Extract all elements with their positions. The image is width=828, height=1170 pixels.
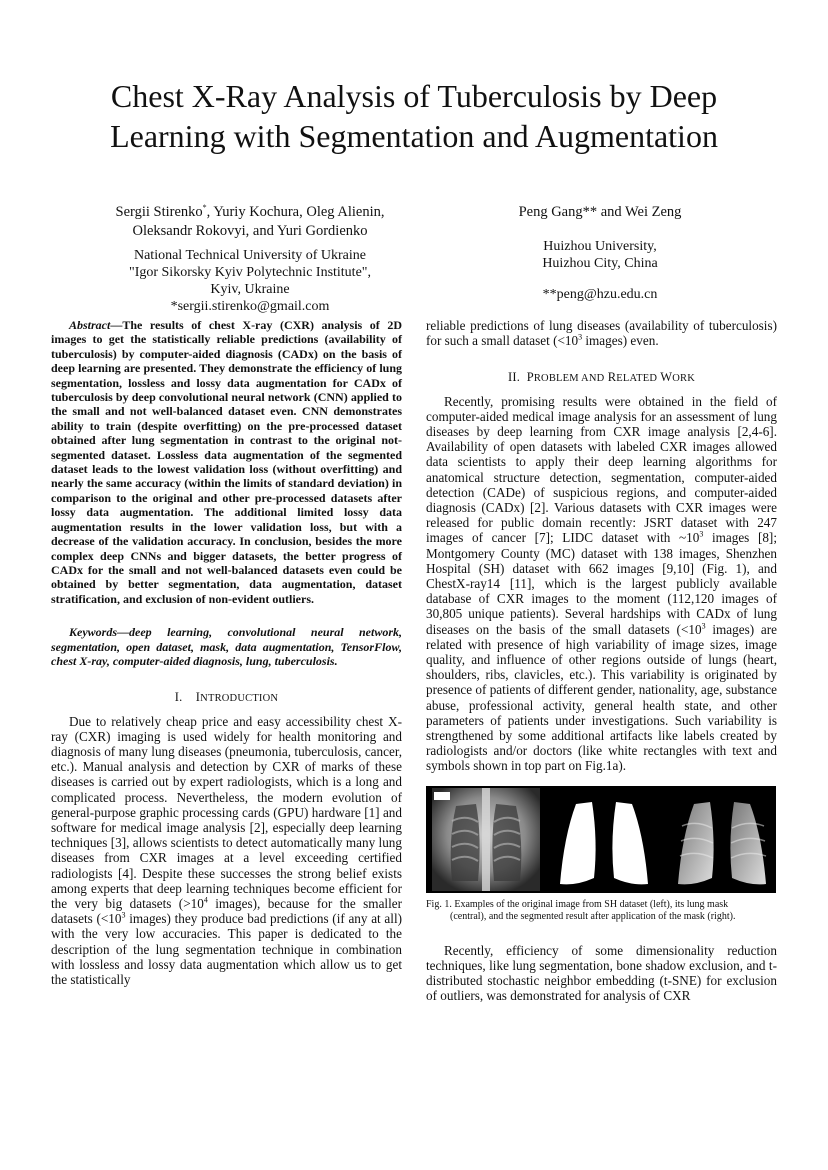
problem-sup-2: 3 (701, 621, 706, 631)
intro-sup-1: 4 (203, 895, 208, 905)
original-xray-image (432, 788, 540, 891)
cont-text-a: reliable predictions of lung diseases (availability of tuberculosis) for such a small dataset (<10 (426, 318, 777, 349)
title-line-2: Learning with Segmentation and Augmentation (110, 118, 718, 154)
intro-continuation (426, 318, 777, 348)
author-names-line-2: Oleksandr Rokovyi, and Yuri Gordienko (132, 223, 368, 239)
right-email: **peng@hzu.edu.cn (542, 287, 658, 302)
title-line-1: Chest X-Ray Analysis of Tuberculosis by Deep (110, 78, 718, 114)
section-rest-1: ROBLEM AND (533, 373, 605, 385)
section-heading-introduction (51, 690, 402, 706)
left-affiliation-1: National Technical University of Ukraine (133, 248, 367, 263)
paper-title (0, 76, 828, 156)
right-affiliation-1: Huizhou University, (543, 239, 657, 254)
left-author-names (70, 203, 430, 241)
problem-paragraph (426, 394, 777, 774)
intro-paragraph (51, 714, 402, 988)
section-number: I. (174, 690, 183, 705)
right-author-names: Peng Gang** and Wei Zeng (518, 204, 682, 220)
problem-text-b: images [8]; Montgomery County (MC) dataset with 138 images, Shenzhen Hospital (SH) dataset with 662 images [9,10] (Fig. 1), and ChestX-ray14 [11], which is the largest publicly available database of CXR images to the moment (112,120 images of 30,805 unique patients). Several hardships with CADx of lung diseases on the basis of the small datasets (<10 (426, 530, 777, 637)
segmented-result-image (678, 802, 766, 884)
section-rest: NTRODUCTION (200, 693, 279, 705)
problem-text-a: Recently, promising results were obtained in the field of computer-aided medical image analysis for an assessment of lung diseases by deep learning from CXR image analysis [2,4-6]. Availability of open datasets with labeled CXR images allowed data scientists to apply their deep learning algorithms for anatomical structure detection, segmentation, computer-aided detection (CADe) of suspicious regions, and computer-aided diagnosis (CADx) [2]. Various datasets with CXR images were released for public domain recently: JSRT dataset with 247 images of cancer [7]; LIDC dataset with ~10 (426, 393, 777, 546)
left-affiliation-3: Kyiv, Ukraine (210, 282, 290, 297)
section-rest-3: ORK (672, 373, 696, 385)
right-column (426, 318, 777, 1004)
right-affiliation-2: Huizhou City, China (542, 256, 658, 271)
intro-text-a: Due to relatively cheap price and easy accessibility chest X-ray (CXR) imaging is used widely for health monitoring and diagnosis of many lung diseases (pneumonia, tuberculosis, cancer, etc.). Manual analysis and detection by CXR of marks of these diseases is carried out by expert radiologists, which is a long and complicated process. Nevertheless, the modern evolution of general-purpose graphic processing cards (GPU) hardware [1] and software for medical image analysis [2], especially deep learning techniques [3], allows scientists to detect automatically many lung diseases from CXR images at a level exceeding certified radiologists [4]. Despite these successes the strong belief exists among experts that deep learning techniques become efficient for the very big datasets (>10 (51, 713, 402, 911)
left-column (51, 318, 402, 987)
cont-text-b: images) even. (582, 333, 659, 349)
section-number: II. (507, 370, 521, 385)
left-affiliation-2: "Igor Sikorsky Kyiv Polytechnic Institute", (128, 265, 372, 280)
problem-text-c: images) are related with presence of high variability of image sizes, image quality, and influence of other regions outside of lungs (heart, shoulders, ribs, clavicles, etc.). This variability is originated by presence of patients of different gender, nationality, age, substance abuse, professional activity, general health state, and other parameters of patients under investigations. Such variability is strengthened by some additional artifacts like labels created by radiologists and/or doctors (like white rectangles with text and symbols shown in top part on Fig.1a). (426, 621, 777, 774)
section-cap: I (195, 690, 201, 705)
recent-paragraph: Recently, efficiency of some dimensionality reduction techniques, like lung segmentation, bone shadow exclusion, and t-distributed stochastic neighbor embedding (t-SNE) for exclusion of outliers, was demonstrated for analysis of CXR (426, 942, 777, 1004)
section-cap-2: R (607, 370, 617, 385)
cont-sup: 3 (578, 332, 583, 342)
author-names-rest: , Yuriy Kochura, Oleg Alienin, (206, 204, 385, 220)
intro-text-b: images), because for the smaller datasets (<10 (51, 895, 402, 927)
caption-line-2: (central), and the segmented result after application of the mask (right). (450, 910, 736, 922)
section-heading-problem (426, 370, 777, 386)
abstract-text: —The results of chest X-ray (CXR) analysis of 2D images to get the statistically reliable predictions (availability of tuberculosis) by computer-aided diagnosis (CADx) on the basis of deep learning are presented. They demonstrate the efficiency of lung segmentation, lossless and lossy data augmentation for CADx of tuberculosis by deep convolutional neural network (CNN) applied to the small and not well-balanced dataset even. CNN demonstrates ability to train (despite overfitting) on the pre-processed dataset obtained after lung segmentation in contrast to the original not-segmented dataset. Lossless data augmentation of the segmented dataset leads to the lowest validation loss (without overfitting) and nearly the same accuracy (within the limits of standard deviation) in comparison to the original and other pre-processed datasets after lossy data augmentation. The additional limited lossy data augmentation results in the lower validation loss, but with a decrease of the validation accuracy. In conclusion, besides the more complex deep CNNs and bigger datasets, the better progress of CADx for the small and not well-balanced datasets even could be obtained by better segmentation, data augmentation, dataset stratification, and exclusion of non-evident outliers. (51, 318, 402, 606)
intro-text-c: images) they produce bad predictions (if any at all) with the very low accuracies. This paper is dedicated to the description of the lung segmentation technique in combination with lossless and lossy data augmentation which allow us to get the statistically (51, 911, 403, 987)
section-cap-1: P (526, 370, 534, 385)
lung-mask-image (560, 802, 648, 884)
keywords: Keywords—deep learning, convolutional neural network, segmentation, open dataset, mask, data augmentation, TensorFlow, chest X-ray, computer-aided diagnosis, lung, tuberculosis. (51, 625, 402, 668)
left-author-block (70, 203, 430, 315)
author-name-1: Sergii Stirenko (115, 204, 203, 220)
abstract-lead: Abstract (69, 318, 111, 332)
intro-sup-2: 3 (121, 910, 126, 920)
caption-line-1: Fig. 1. Examples of the original image from SH dataset (left), its lung mask (426, 898, 729, 910)
left-email: *sergii.stirenko@gmail.com (170, 299, 330, 314)
abstract (51, 318, 402, 606)
author-footnote-mark: * (202, 203, 207, 213)
right-author-block (420, 203, 780, 303)
section-rest-2: ELATED (616, 373, 658, 385)
figure-1 (426, 786, 776, 893)
figure-1-images (426, 786, 776, 893)
section-cap-3: W (660, 370, 673, 385)
figure-1-caption (426, 899, 777, 923)
problem-sup-1: 3 (699, 530, 704, 540)
